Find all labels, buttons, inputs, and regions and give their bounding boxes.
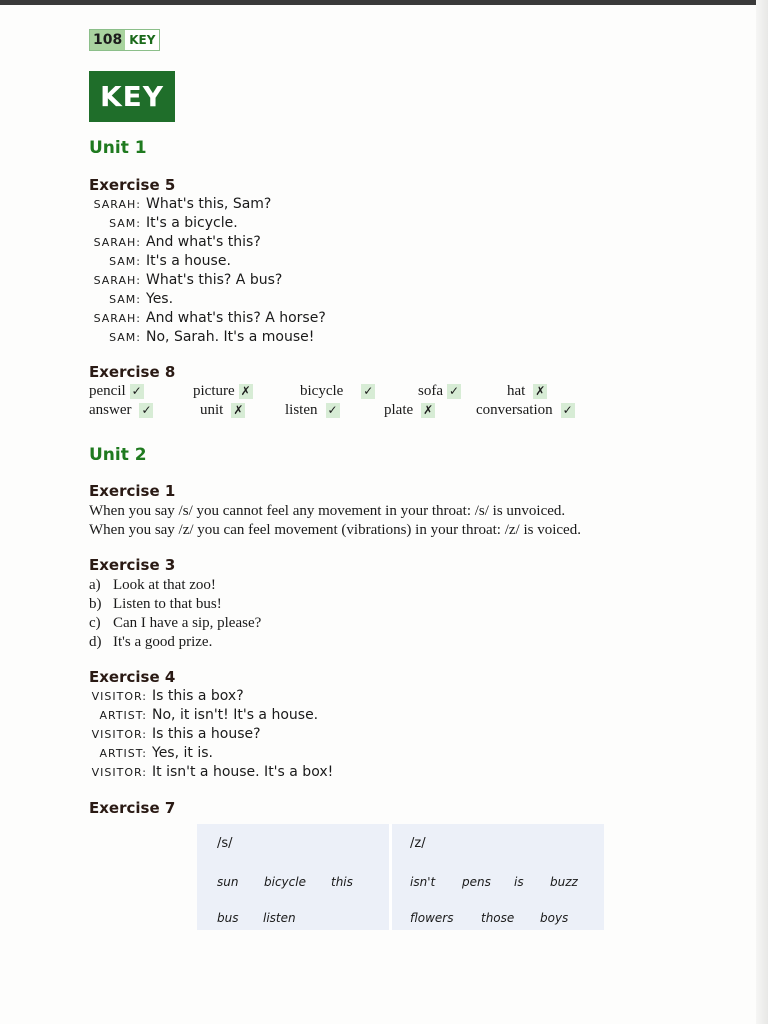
- line-text: Is this a box?: [152, 688, 244, 704]
- running-head: KEY: [129, 33, 156, 47]
- speaker: SARAH:: [93, 236, 141, 249]
- speaker: VISITOR:: [91, 690, 147, 703]
- word-cell: is: [514, 875, 524, 889]
- dialogue-line: [89, 706, 333, 725]
- speaker: VISITOR:: [91, 728, 147, 741]
- check-icon: ✓: [141, 403, 152, 417]
- check-icon: ✓: [448, 384, 460, 398]
- word-cell: pens: [462, 875, 491, 889]
- dialogue-line: [89, 290, 326, 309]
- speaker: SAM:: [109, 293, 141, 306]
- list-item: a) Look at that zoo!: [89, 577, 216, 593]
- dialogue-line: [89, 744, 333, 763]
- speaker: SAM:: [109, 255, 141, 268]
- word-item: answer ✓: [89, 402, 152, 418]
- dialogue-line: [89, 233, 326, 252]
- line-text: Is this a house?: [152, 726, 261, 742]
- word-cell: those: [481, 911, 515, 925]
- check-icon: ✓: [327, 403, 338, 417]
- cross-icon: ✗: [233, 403, 244, 417]
- word-cell: flowers: [410, 911, 454, 925]
- line-text: It's a house.: [146, 253, 231, 269]
- exercise-5-heading: Exercise 5: [89, 176, 176, 194]
- speaker: SARAH:: [93, 312, 141, 325]
- line-text: And what's this?: [146, 234, 261, 250]
- dialogue-line: [89, 328, 326, 347]
- dialogue-line: [89, 763, 333, 782]
- line-text: And what's this? A horse?: [146, 310, 326, 326]
- word-item: sofa ✓: [418, 383, 460, 399]
- line-text: What's this, Sam?: [146, 196, 272, 212]
- dialogue-line: [89, 687, 333, 706]
- cross-icon: ✗: [535, 384, 546, 398]
- speaker: SARAH:: [93, 198, 141, 211]
- exercise-7-heading: Exercise 7: [89, 799, 176, 817]
- text-line: When you say /z/ you can feel movement (vibrations) in your throat: /z/ is voiced.: [89, 522, 581, 538]
- line-text: What's this? A bus?: [146, 272, 283, 288]
- z-header: /z/: [410, 836, 426, 851]
- word-item: unit ✗: [200, 402, 244, 418]
- list-item: c) Can I have a sip, please?: [89, 615, 262, 631]
- exercise-1-heading: Exercise 1: [89, 482, 176, 500]
- word-cell: bus: [217, 911, 239, 925]
- exercise-1-text: [89, 502, 581, 540]
- key-title: KEY: [89, 71, 175, 122]
- dialogue-line: [89, 195, 326, 214]
- exercise-8-heading: Exercise 8: [89, 363, 176, 381]
- cross-icon: ✗: [423, 403, 434, 417]
- word-cell: buzz: [550, 875, 578, 889]
- page-number-tab: [89, 29, 160, 51]
- top-edge: [0, 0, 768, 5]
- word-item: bicycle ✓: [300, 383, 374, 399]
- speaker: SARAH:: [93, 274, 141, 287]
- word-cell: sun: [217, 875, 239, 889]
- word-item: picture ✗: [193, 383, 251, 399]
- speaker: ARTIST:: [99, 709, 147, 722]
- word-item: plate ✗: [384, 402, 434, 418]
- unit-2-heading: Unit 2: [89, 445, 147, 465]
- exercise-4-dialogue: [89, 687, 333, 782]
- check-icon: ✓: [562, 403, 573, 417]
- check-icon: ✓: [131, 384, 142, 398]
- line-text: No, it isn't! It's a house.: [152, 707, 319, 723]
- word-cell: isn't: [410, 875, 436, 889]
- unit-1-heading: Unit 1: [89, 138, 147, 158]
- list-item: d) It's a good prize.: [89, 634, 213, 650]
- line-text: Yes, it is.: [152, 745, 213, 761]
- exercise-5-dialogue: [89, 195, 326, 347]
- word-item: pencil ✓: [89, 383, 142, 399]
- word-item: conversation ✓: [476, 402, 573, 418]
- word-cell: listen: [263, 911, 296, 925]
- exercise-3-list: [89, 576, 261, 652]
- line-text: Yes.: [146, 291, 174, 307]
- s-header: /s/: [217, 836, 233, 851]
- speaker: SAM:: [109, 331, 141, 344]
- dialogue-line: [89, 252, 326, 271]
- dialogue-line: [89, 309, 326, 328]
- word-item: hat ✗: [507, 383, 546, 399]
- page-edge-shade: [756, 0, 768, 1024]
- speaker: VISITOR:: [91, 766, 147, 779]
- line-text: No, Sarah. It's a mouse!: [146, 329, 315, 345]
- speaker: ARTIST:: [99, 747, 147, 760]
- check-icon: ✓: [363, 384, 374, 398]
- word-item: listen ✓: [285, 402, 338, 418]
- page-number: 108: [90, 30, 125, 50]
- exercise-3-heading: Exercise 3: [89, 556, 176, 574]
- line-text: It's a bicycle.: [146, 215, 238, 231]
- dialogue-line: [89, 725, 333, 744]
- word-cell: bicycle: [264, 875, 306, 889]
- cross-icon: ✗: [240, 384, 251, 398]
- dialogue-line: [89, 271, 326, 290]
- line-text: It isn't a house. It's a box!: [152, 764, 334, 780]
- list-item: b) Listen to that bus!: [89, 596, 222, 612]
- speaker: SAM:: [109, 217, 141, 230]
- column-divider: [389, 824, 392, 930]
- sound-sort-table: [197, 824, 604, 930]
- word-cell: boys: [540, 911, 569, 925]
- text-line: When you say /s/ you cannot feel any movement in your throat: /s/ is unvoiced.: [89, 503, 566, 519]
- word-cell: this: [331, 875, 353, 889]
- exercise-4-heading: Exercise 4: [89, 668, 176, 686]
- dialogue-line: [89, 214, 326, 233]
